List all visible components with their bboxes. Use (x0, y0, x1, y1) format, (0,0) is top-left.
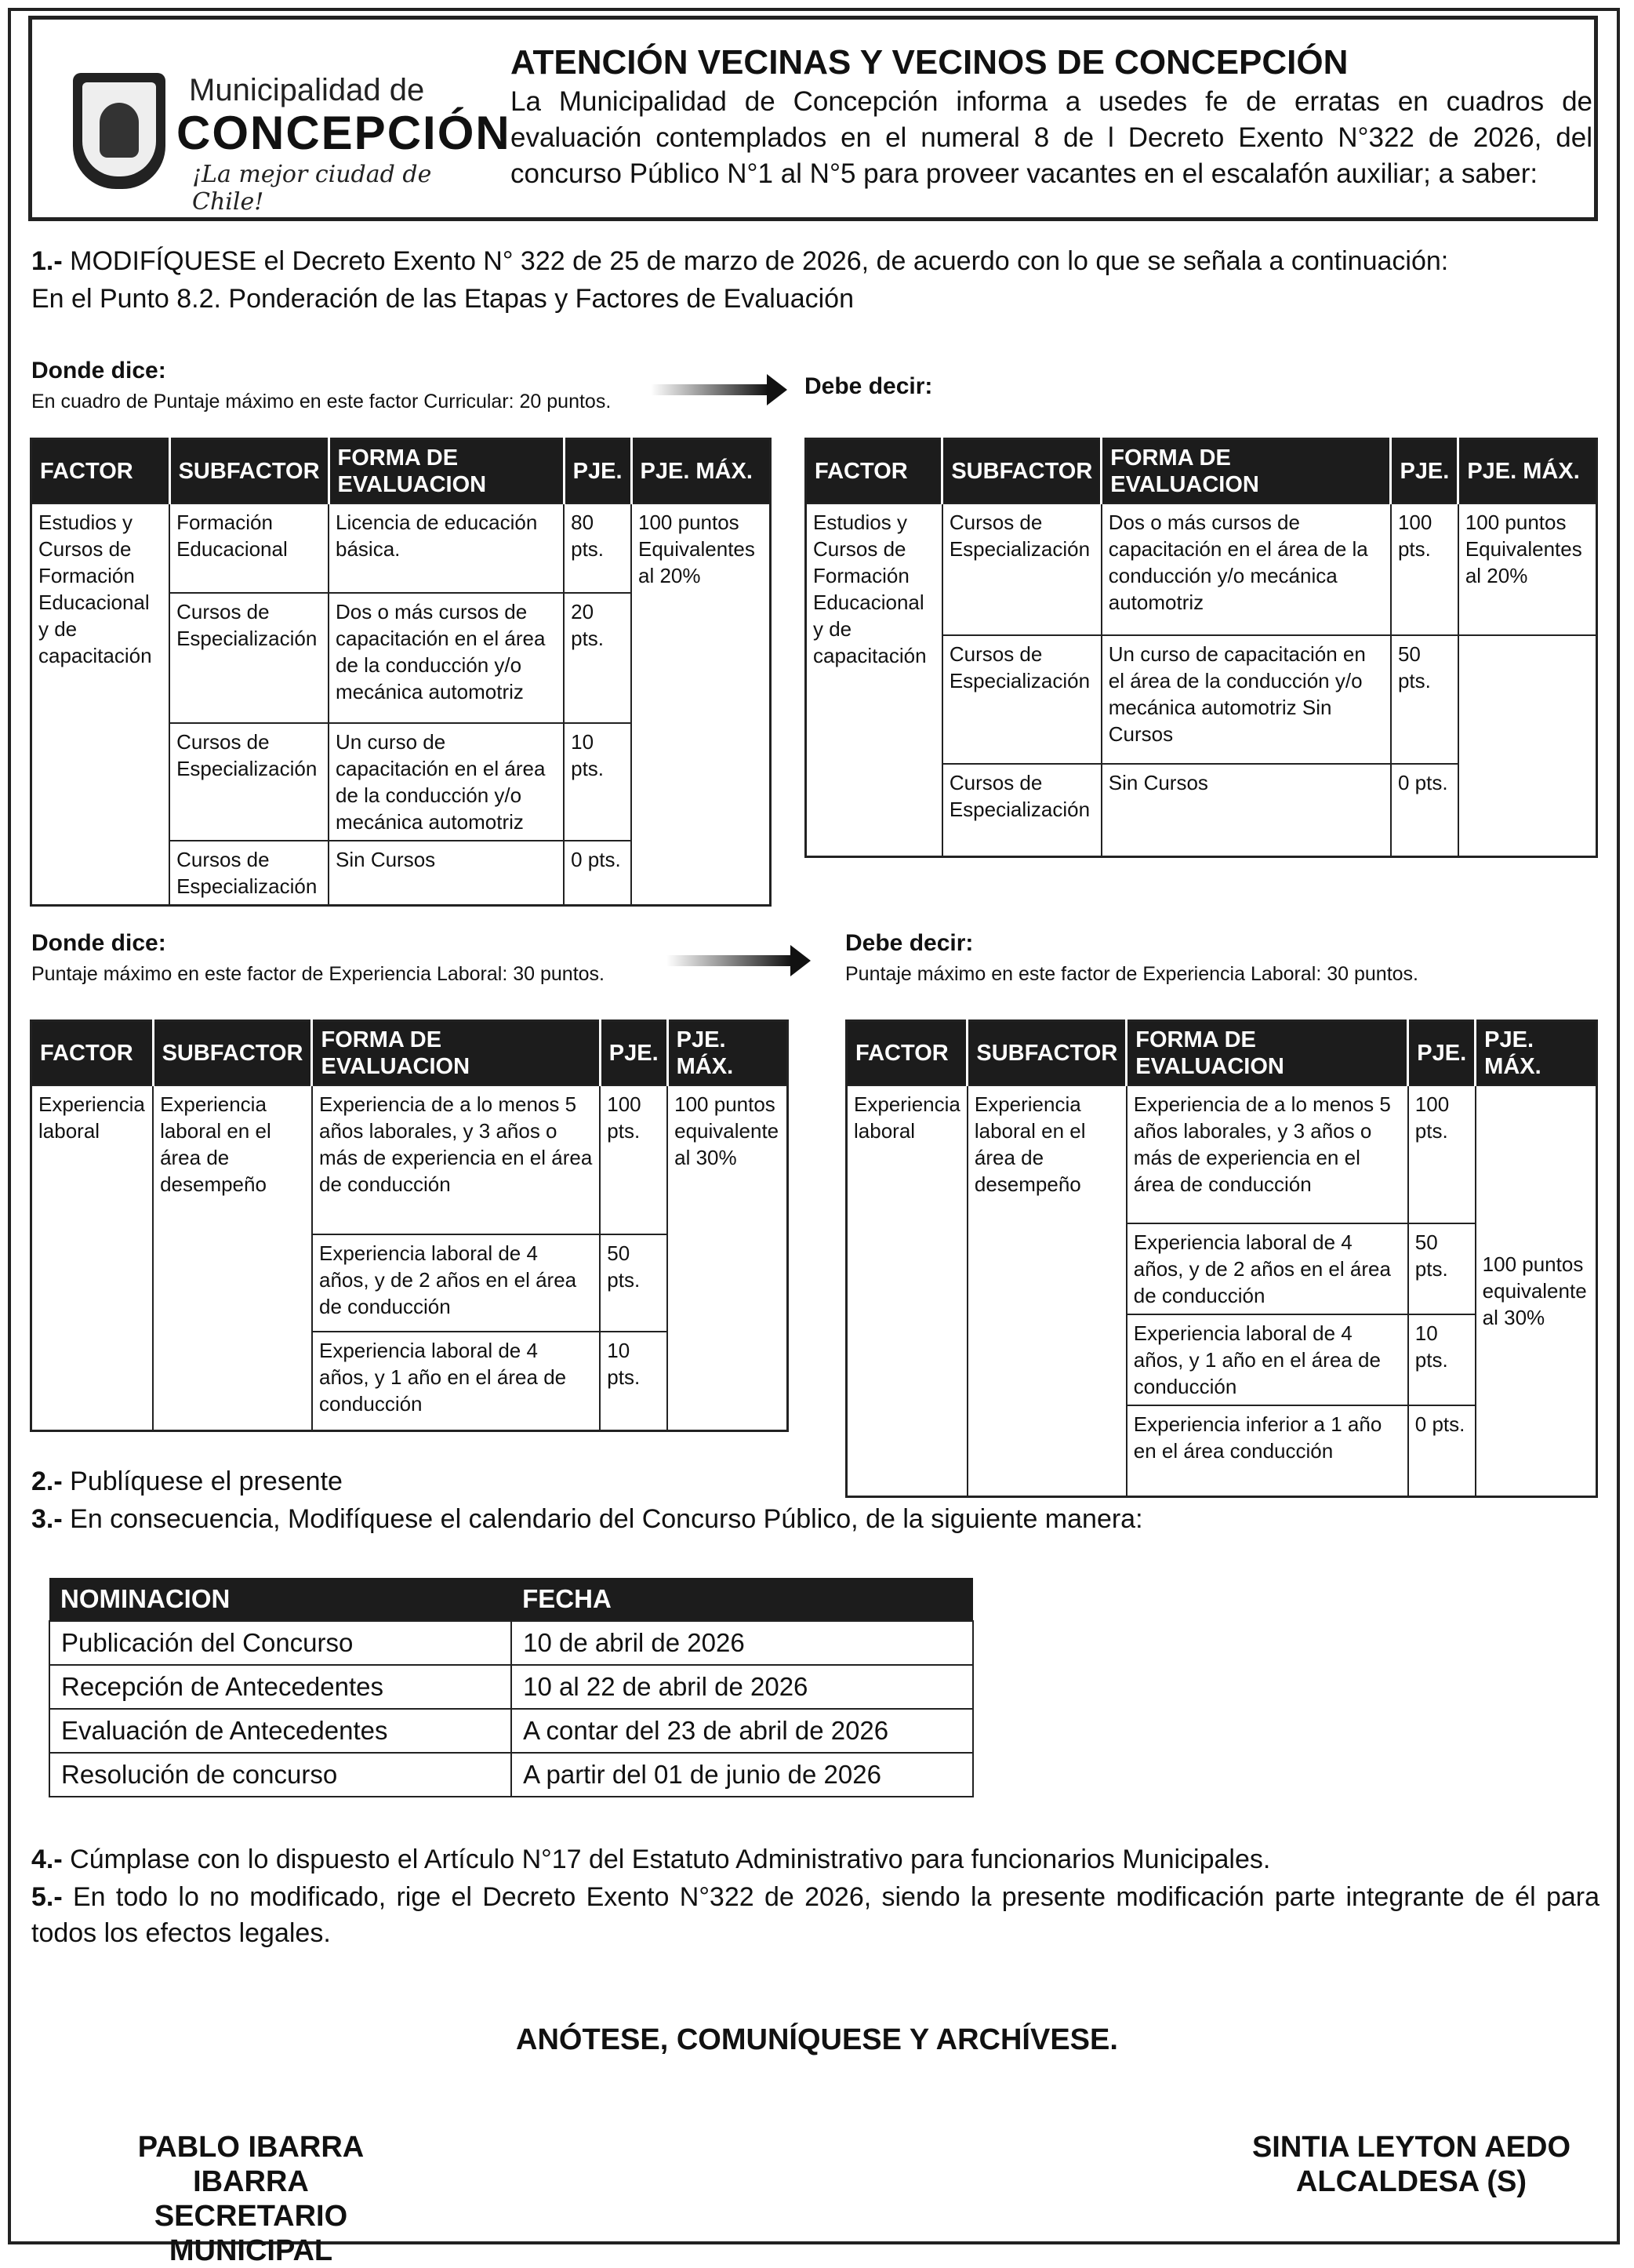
arrow-right-icon (666, 955, 792, 966)
pje-max-cell: 100 puntos Equivalentes al 20% (631, 503, 771, 906)
block1-debe-decir: Debe decir: (804, 373, 933, 399)
item-2-text: Publíquese el presente (70, 1467, 343, 1496)
forma-cell: Licencia de educación básica. (329, 503, 564, 593)
logo-municipality-text: Municipalidad de (189, 73, 425, 107)
col-header-pje: PJE. (564, 439, 631, 504)
coat-of-arms-icon (73, 73, 165, 189)
nominacion-cell: Evaluación de Antecedentes (49, 1709, 511, 1753)
col-header-subfactor: SUBFACTOR (153, 1021, 312, 1086)
subfactor-cell: Experiencia laboral en el área de desempeño (153, 1085, 312, 1430)
nominacion-cell: Resolución de concurso (49, 1753, 511, 1797)
col-header-forma: FORMA DE EVALUACION (312, 1021, 600, 1086)
calendar-table (49, 1578, 974, 1797)
forma-cell: Sin Cursos (329, 841, 564, 906)
item-3 (31, 1501, 1143, 1537)
col-header-pje-max: PJE. MÁX. (1476, 1021, 1597, 1086)
item-4-text: Cúmplase con lo dispuesto el Artículo N°17 del Estatuto Administrativo para funcionarios Municipales. (70, 1845, 1271, 1874)
pje-cell: 80 pts. (564, 503, 631, 593)
col-header-pje-max: PJE. MÁX. (1458, 439, 1597, 504)
item-4-number: 4.- (31, 1845, 63, 1874)
col-header-subfactor: SUBFACTOR (169, 439, 329, 504)
notice-title: ATENCIÓN VECINAS Y VECINOS DE CONCEPCIÓN (510, 43, 1349, 82)
forma-cell: Un curso de capacitación en el área de la conducción y/o mecánica automotriz (329, 723, 564, 841)
forma-cell: Experiencia de a lo menos 5 años laborales, y 3 años o más de experiencia en el área de conducción (312, 1085, 600, 1234)
fecha-cell: A partir del 01 de junio de 2026 (511, 1753, 973, 1797)
mayor-role: ALCALDESA (S) (1295, 2165, 1527, 2198)
subfactor-cell: Cursos de Especialización (169, 723, 329, 841)
forma-cell: Experiencia laboral de 4 años, y de 2 años en el área de conducción (1127, 1223, 1408, 1314)
table-curricular-corrected (804, 438, 1598, 858)
subfactor-cell: Cursos de Especialización (942, 503, 1102, 635)
pje-max-empty-cell (1458, 635, 1597, 856)
col-header-forma: FORMA DE EVALUACION (1127, 1021, 1408, 1086)
col-header-pje: PJE. (1391, 439, 1458, 504)
forma-cell: Experiencia de a lo menos 5 años laborales, y 3 años o más de experiencia en el área de conducción (1127, 1085, 1408, 1223)
col-header-fecha: FECHA (511, 1578, 973, 1621)
table-row (31, 503, 771, 593)
item-1-number: 1.- (31, 246, 63, 276)
pje-cell: 0 pts. (1391, 764, 1458, 856)
item-1-subtitle: En el Punto 8.2. Ponderación de las Etapas y Factores de Evaluación (31, 284, 854, 314)
table-row (49, 1621, 973, 1665)
pje-cell: 0 pts. (564, 841, 631, 906)
forma-cell: Experiencia laboral de 4 años, y 1 año en el área de conducción (1127, 1314, 1408, 1405)
pje-max-cell: 100 puntos equivalente al 30% (1476, 1085, 1597, 1496)
item-2-number: 2.- (31, 1467, 63, 1496)
table-row (847, 1085, 1597, 1223)
col-header-factor: FACTOR (31, 1021, 154, 1086)
col-header-forma: FORMA DE EVALUACION (1102, 439, 1391, 504)
block2-debe-decir: Debe decir: (845, 930, 974, 956)
signature-secretary (78, 2130, 423, 2268)
subfactor-cell: Cursos de Especialización (942, 635, 1102, 764)
pje-cell: 0 pts. (1408, 1405, 1476, 1496)
subfactor-cell: Experiencia laboral en el área de desempeño (968, 1085, 1127, 1496)
fecha-cell: A contar del 23 de abril de 2026 (511, 1709, 973, 1753)
pje-max-cell: 100 puntos equivalente al 30% (667, 1085, 787, 1430)
table-row (49, 1753, 973, 1797)
pje-max-cell: 100 puntos Equivalentes al 20% (1458, 503, 1597, 635)
table-row (806, 503, 1597, 635)
subfactor-cell: Cursos de Especialización (169, 593, 329, 723)
logo-city-name: CONCEPCIÓN (176, 107, 511, 159)
item-5-text: En todo lo no modificado, rige el Decreto Exento N°322 de 2026, siendo la presente modificación parte integrante de él para todos los efectos legales. (31, 1882, 1600, 1948)
table-row (31, 1085, 788, 1234)
forma-cell: Dos o más cursos de capacitación en el área de la conducción y/o mecánica automotriz (329, 593, 564, 723)
secretary-name: PABLO IBARRA IBARRA (137, 2131, 365, 2198)
subfactor-cell: Formación Educacional (169, 503, 329, 593)
pje-cell: 100 pts. (1391, 503, 1458, 635)
forma-cell: Experiencia laboral de 4 años, y 1 año en el área de conducción (312, 1332, 600, 1430)
block2-donde-dice: Donde dice: (31, 930, 166, 956)
col-header-factor: FACTOR (31, 439, 170, 504)
forma-cell: Experiencia laboral de 4 años, y de 2 años en el área de conducción (312, 1234, 600, 1332)
secretary-role: SECRETARIO MUNICIPAL (154, 2200, 348, 2267)
pje-cell: 50 pts. (1408, 1223, 1476, 1314)
municipality-logo (73, 57, 511, 216)
forma-cell: Sin Cursos (1102, 764, 1391, 856)
notice-intro: La Municipalidad de Concepción informa a usedes fe de erratas en cuadros de evaluación contemplados en el numeral 8 de l Decreto Exento N°322 de 2026, del concurso Público N°1 al N°5 para proveer vacantes en el escalafón auxiliar; a saber: (510, 86, 1592, 189)
pje-cell: 10 pts. (564, 723, 631, 841)
table-experience-corrected (845, 1020, 1598, 1498)
closing-formula: ANÓTESE, COMUNÍQUESE Y ARCHÍVESE. (516, 2023, 1118, 2056)
col-header-pje-max: PJE. MÁX. (667, 1021, 787, 1086)
header-box (28, 16, 1598, 221)
factor-cell: Estudios y Cursos de Formación Educacional y de capacitación (31, 503, 170, 906)
item-5 (31, 1879, 1600, 1951)
col-header-factor: FACTOR (847, 1021, 968, 1086)
item-1 (31, 243, 1448, 279)
forma-cell: Un curso de capacitación en el área de la conducción y/o mecánica automotriz Sin Cursos (1102, 635, 1391, 764)
arrow-right-icon (651, 384, 768, 395)
factor-cell: Estudios y Cursos de Formación Educacional y de capacitación (806, 503, 942, 856)
factor-cell: Experiencia laboral (847, 1085, 968, 1496)
block2-debe-decir-note: Puntaje máximo en este factor de Experiencia Laboral: 30 puntos. (845, 963, 1418, 985)
pje-cell: 20 pts. (564, 593, 631, 723)
nominacion-cell: Recepción de Antecedentes (49, 1665, 511, 1709)
col-header-subfactor: SUBFACTOR (968, 1021, 1127, 1086)
col-header-subfactor: SUBFACTOR (942, 439, 1102, 504)
table-row (49, 1709, 973, 1753)
col-header-pje-max: PJE. MÁX. (631, 439, 771, 504)
factor-cell: Experiencia laboral (31, 1085, 154, 1430)
forma-cell: Experiencia inferior a 1 año en el área conducción (1127, 1405, 1408, 1496)
item-5-number: 5.- (31, 1882, 63, 1912)
block1-donde-dice: Donde dice: (31, 358, 166, 383)
forma-cell: Dos o más cursos de capacitación en el área de la conducción y/o mecánica automotriz (1102, 503, 1391, 635)
block2-donde-dice-note: Puntaje máximo en este factor de Experiencia Laboral: 30 puntos. (31, 963, 605, 985)
pje-cell: 100 pts. (600, 1085, 667, 1234)
block1-donde-dice-note: En cuadro de Puntaje máximo en este factor Curricular: 20 puntos. (31, 391, 612, 413)
fecha-cell: 10 de abril de 2026 (511, 1621, 973, 1665)
item-1-text: MODIFÍQUESE el Decreto Exento N° 322 de 25 de marzo de 2026, de acuerdo con lo que se señala a continuación: (70, 246, 1449, 276)
pje-cell: 50 pts. (600, 1234, 667, 1332)
table-row (49, 1665, 973, 1709)
col-header-forma: FORMA DE EVALUACION (329, 439, 564, 504)
nominacion-cell: Publicación del Concurso (49, 1621, 511, 1665)
item-4 (31, 1841, 1270, 1877)
subfactor-cell: Cursos de Especialización (942, 764, 1102, 856)
logo-tagline: ¡La mejor ciudad de Chile! (192, 161, 432, 216)
pje-cell: 100 pts. (1408, 1085, 1476, 1223)
item-3-number: 3.- (31, 1504, 63, 1534)
col-header-pje: PJE. (600, 1021, 667, 1086)
item-2 (31, 1463, 343, 1499)
item-3-text: En consecuencia, Modifíquese el calendario del Concurso Público, de la siguiente manera: (70, 1504, 1143, 1534)
signature-mayor (1239, 2130, 1584, 2199)
pje-cell: 10 pts. (600, 1332, 667, 1430)
pje-cell: 50 pts. (1391, 635, 1458, 764)
col-header-pje: PJE. (1408, 1021, 1476, 1086)
table-curricular-original (30, 438, 772, 907)
col-header-nominacion: NOMINACION (49, 1578, 511, 1621)
pje-cell: 10 pts. (1408, 1314, 1476, 1405)
col-header-factor: FACTOR (806, 439, 942, 504)
table-experience-original (30, 1020, 789, 1432)
subfactor-cell: Cursos de Especialización (169, 841, 329, 906)
fecha-cell: 10 al 22 de abril de 2026 (511, 1665, 973, 1709)
mayor-name: SINTIA LEYTON AEDO (1251, 2131, 1571, 2164)
